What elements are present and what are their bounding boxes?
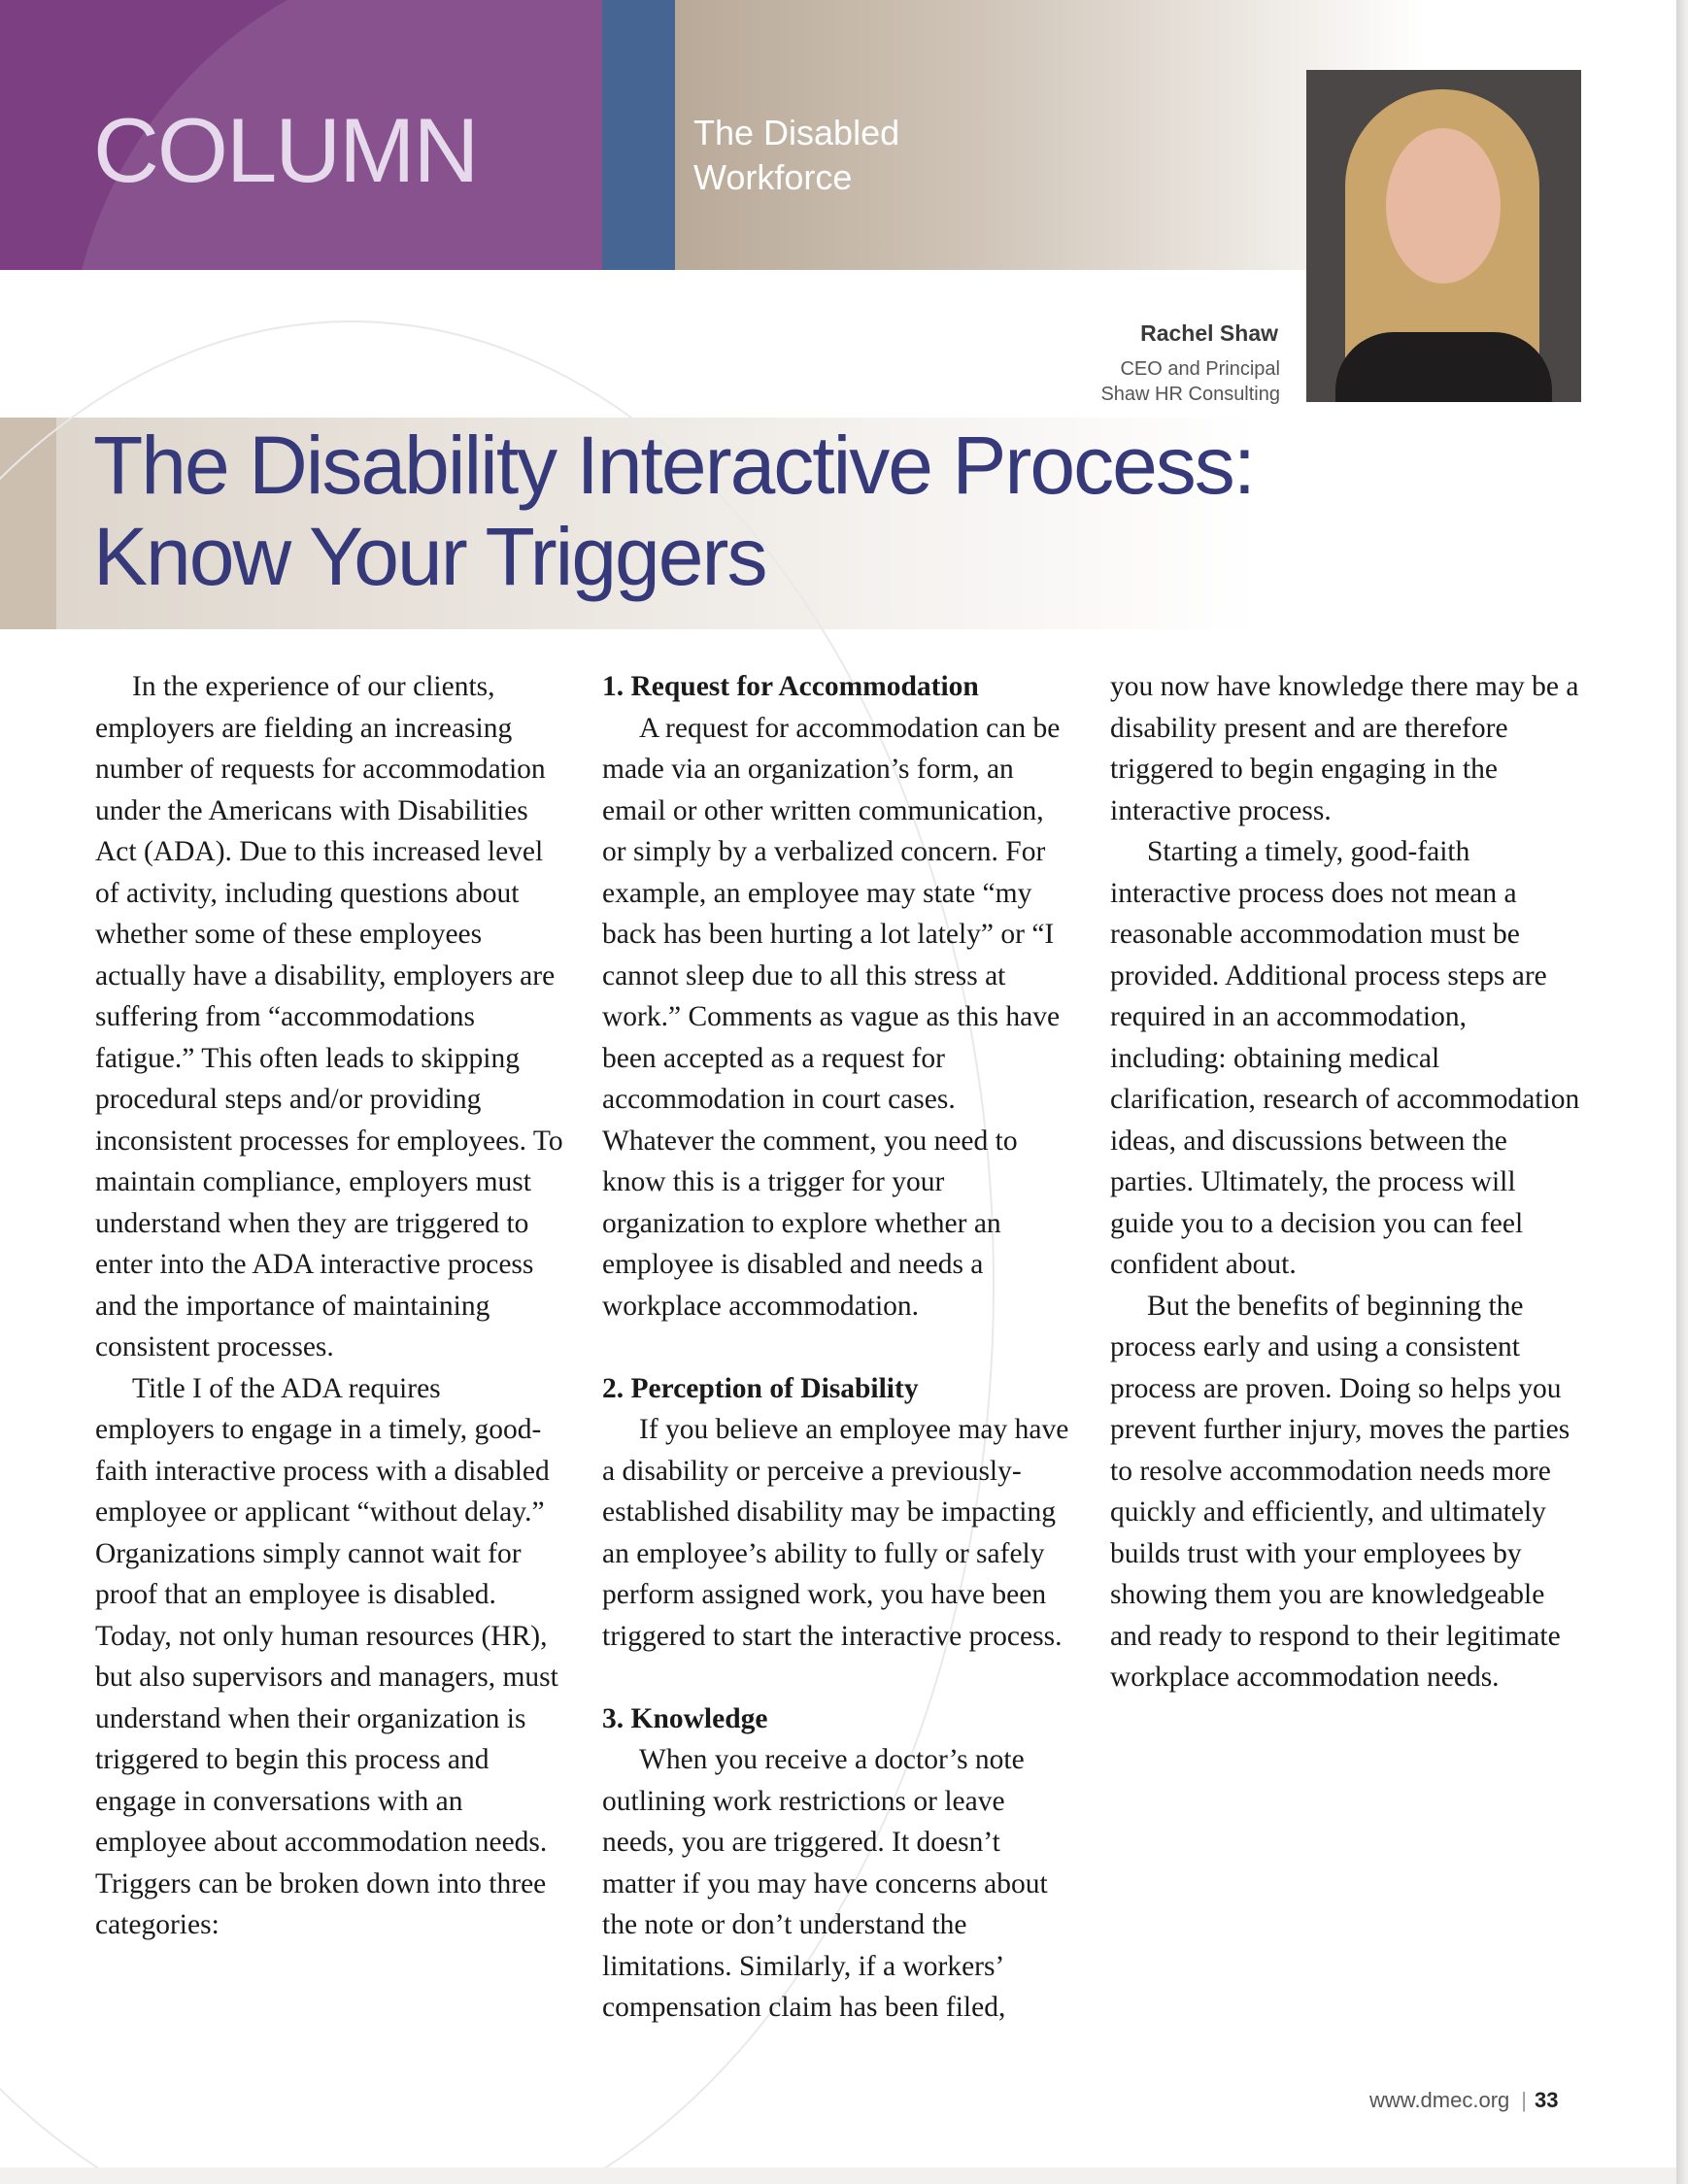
article-title-line-1: The Disability Interactive Process: [93, 420, 1255, 511]
author-name: Rachel Shaw [1140, 320, 1278, 346]
column-kicker: COLUMN [93, 99, 478, 201]
section-body-perception: If you believe an employee may have a disability or perceive a previously-established disability may be impacting an employee’s ability to fully or safely perform assigned work, you have been triggered to start the interactive process. [602, 1414, 1069, 1652]
section-name [693, 111, 946, 200]
section-body-knowledge: When you receive a doctor’s note outlining work restrictions or leave needs, you are triggered. It doesn’t matter if you may have concerns about the note or don’t understand the limitations. Similarly, if a workers’ compensation claim has been filed, [602, 1744, 1048, 2023]
section-body-request: A request for accommodation can be made via an organization’s form, an email or other written communication, or simply by a verbalized concern. For example, an employee may state “my back has been hurting a lot lately” or “I cannot sleep due to all this stress at work.” Comments as vague as this have been accepted as a request for accommodation in court cases. Whatever the comment, you need to know this is a trigger for your organization to explore whether an employee is disabled and needs a workplace accommodation. [602, 712, 1061, 1322]
section-heading-perception: 2. Perception of Disability [602, 1372, 919, 1404]
intro-paragraph-1: In the experience of our clients, employers are fielding an increasing number of requests for accommodation under the Americans with Disabilities Act (ADA). Due to this increased level of activity, including questions about whether some of these employees actually have a disability, employers are suffering from “accommodations fatigue.” This often leads to skipping procedural steps and/or providing inconsistent processes for employees. To maintain compliance, employers must understand when they are triggered to enter into the ADA interactive process and the importance of maintaining consistent processes. [95, 671, 563, 1362]
footer-separator: | [1521, 2088, 1527, 2112]
intro-paragraph-2: Title I of the ADA requires employers to engage in a timely, good-faith interactive process with a disabled employee or applicant “without delay.” Organizations simply cannot wait for proof that an employee is disabled. Today, not only human resources (HR), but also supervisors and managers, must understand when their organization is triggered to begin this process and engage in conversations with an employee about accommodation needs. Triggers can be broken down into three categories: [95, 1372, 558, 1940]
article-column-1 [95, 666, 566, 1946]
author-organization: Shaw HR Consulting [1100, 384, 1280, 405]
header-blue-band [602, 0, 675, 270]
section-name-line-2: Workforce [693, 157, 853, 197]
footer-url: www.dmec.org [1369, 2088, 1510, 2112]
page-number: 33 [1535, 2088, 1559, 2112]
article-title-line-2: Know Your Triggers [93, 511, 766, 602]
section-name-line-1: The Disabled [693, 113, 900, 152]
article-column-3 [1110, 666, 1581, 1698]
page-footer [1369, 2088, 1558, 2113]
section-heading-request: 1. Request for Accommodation [602, 671, 979, 702]
author-title: CEO and Principal [1120, 358, 1280, 380]
closing-paragraph-2: But the benefits of beginning the process early and using a consistent process are proven. Doing so helps you prevent further injury, moves the parties to resolve accommodation needs more quickly and efficiently, and ultimately builds trust with your employees by showing them you are knowledgeable and ready to respond to their legitimate workplace accommodation needs. [1110, 1290, 1570, 1693]
author-photo [1306, 70, 1581, 402]
page-edge-shadow [1676, 0, 1688, 2184]
article-column-2 [602, 666, 1073, 2029]
article-title [93, 420, 1453, 602]
section-heading-knowledge: 3. Knowledge [602, 1702, 768, 1734]
continuation-paragraph: you now have knowledge there may be a disability present and are therefore triggered to begin engaging in the interactive process. [1110, 671, 1579, 826]
closing-paragraph-1: Starting a timely, good-faith interactive process does not mean a reasonable accommodation must be provided. Additional process steps are required in an accommodation, including: obtaining medical clarification, research of accommodation ideas, and discussions between the parties. Ultimately, the process will guide you to a decision you can feel confident about. [1110, 836, 1580, 1280]
